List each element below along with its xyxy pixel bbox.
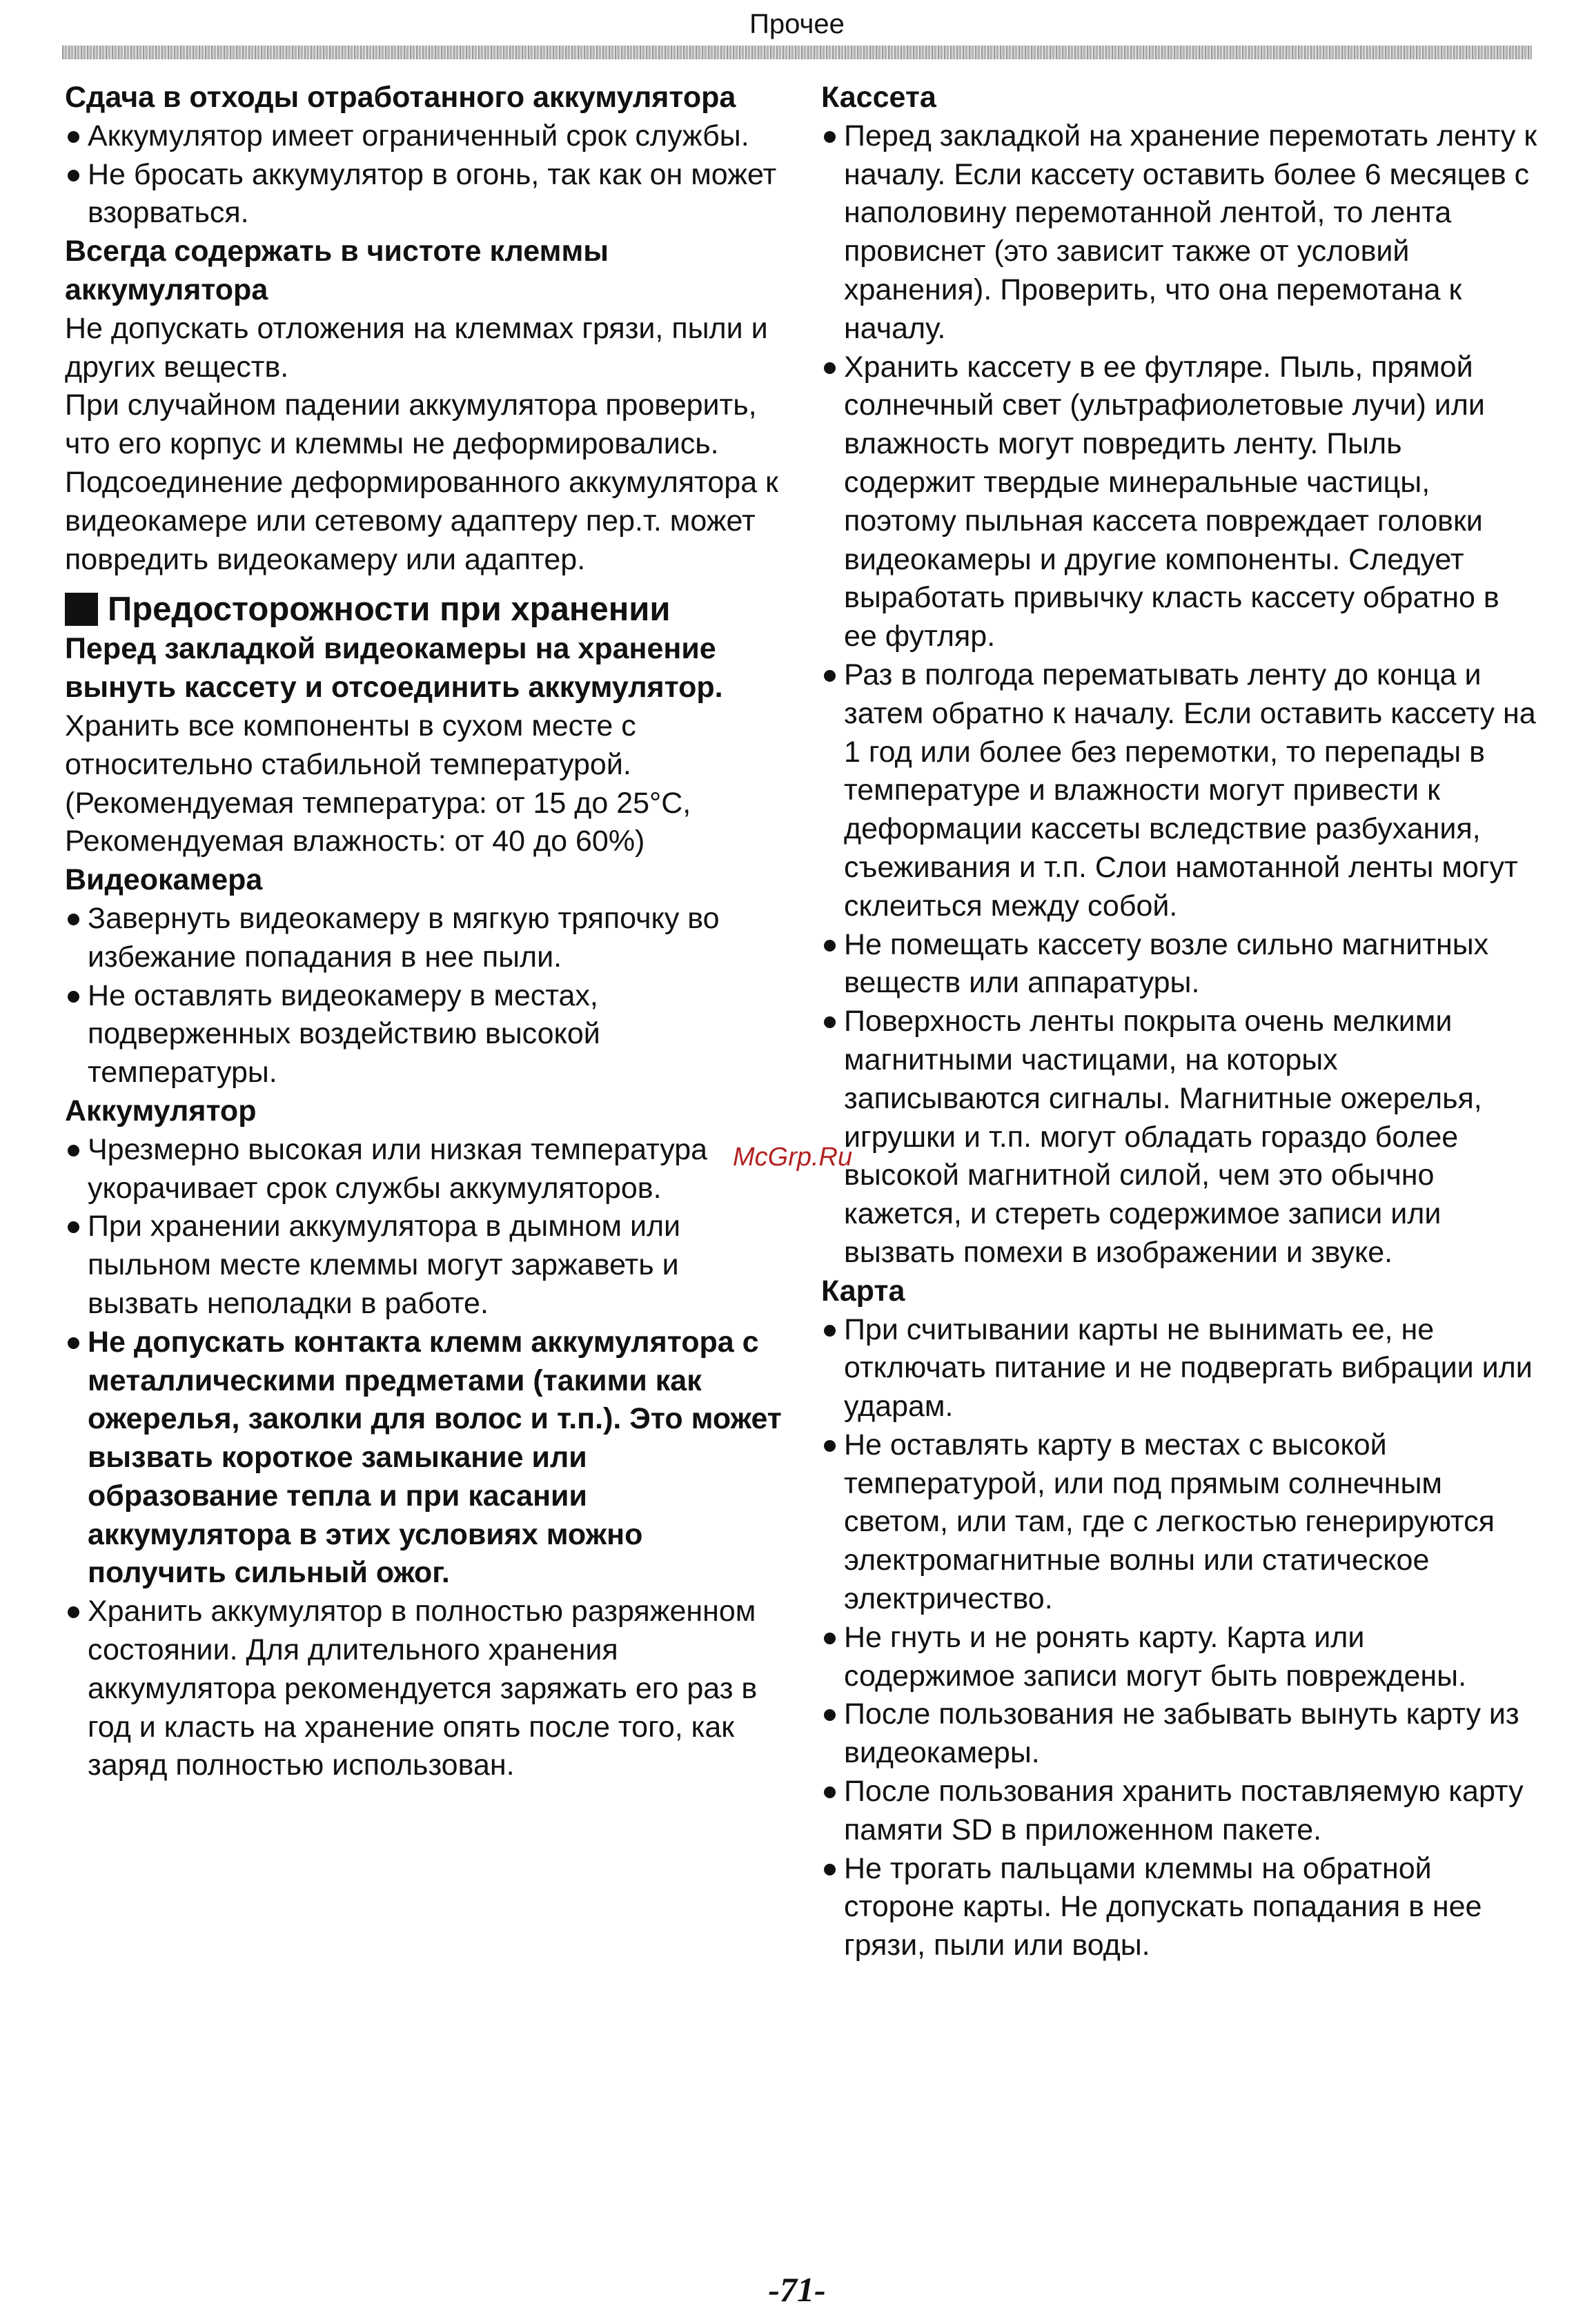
list-item: После пользования хранить поставляемую карту памяти SD в приложенном пакете.: [821, 1773, 1539, 1850]
left-column: [65, 79, 783, 1785]
paragraph: При случайном падении аккумулятора проверить, что его корпус и клеммы не деформировались.: [65, 388, 757, 461]
section-square-icon: [65, 593, 98, 626]
page-section-title: Прочее: [749, 9, 845, 39]
battery-heading: Аккумулятор: [65, 1094, 257, 1127]
paragraph: Не допускать отложения на клеммах грязи, пыли и других веществ.: [65, 311, 768, 384]
list-item: При считывании карты не вынимать ее, не отключать питание и не подвергать вибрации или ударам.: [821, 1311, 1539, 1426]
list-item: Поверхность ленты покрыта очень мелкими магнитными частицами, на которых записываются сигналы. Магнитные ожерелья, игрушки и т.п. могут обладать гораздо более высокой магнитной силой, чем это обычно кажется, и стереть содержимое записи или вызвать помехи в изображении и звуке.: [821, 1003, 1539, 1272]
list-item: Не помещать кассету возле сильно магнитных веществ или аппаратуры.: [821, 926, 1539, 1003]
list-item: Аккумулятор имеет ограниченный срок службы.: [65, 117, 783, 156]
header-divider-band: [62, 46, 1532, 59]
list-item: Перед закладкой на хранение перемотать ленту к началу. Если кассету оставить более 6 месяцев с наполовину перемотанной лентой, то лента провиснет (это зависит также от условий хранения). Проверить, что она перемотана к началу.: [821, 117, 1539, 348]
battery-warning-item: Не допускать контакта клемм аккумулятора с металлическими предметами (такими как ожерелья, заколки для волос и т.п.). Это может вызвать короткое замыкание или образование тепла и при касании аккумулятора в этих условиях можно получить сильный ожог.: [65, 1323, 783, 1593]
list-item: Завернуть видеокамеру в мягкую тряпочку во избежание попадания в нее пыли.: [65, 900, 783, 977]
page-number: -71-: [768, 2270, 826, 2309]
list-item: Чрезмерно высокая или низкая температура укорачивает срок службы аккумуляторов.: [65, 1131, 783, 1208]
list-item: Не гнуть и не ронять карту. Карта или содержимое записи могут быть повреждены.: [821, 1619, 1539, 1696]
storage-section-heading: [65, 589, 783, 630]
paragraph: Подсоединение деформированного аккумулятора к видеокамере или сетевому адаптеру пер.т. может повредить видеокамеру или адаптер.: [65, 465, 778, 576]
clean-terminals-heading: Всегда содержать в чистоте клеммы аккумулятора: [65, 235, 609, 306]
list-item: После пользования не забывать вынуть карту из видеокамеры.: [821, 1695, 1539, 1773]
right-column: [821, 79, 1539, 1965]
storage-section-title: Предосторожности при хранении: [108, 591, 671, 629]
camera-heading: Видеокамера: [65, 863, 263, 897]
paragraph: Хранить все компоненты в сухом месте с относительно стабильной температурой.: [65, 709, 636, 781]
list-item: Не трогать пальцами клеммы на обратной стороне карты. Не допускать попадания в нее грязи, пыли или воды.: [821, 1850, 1539, 1965]
list-item: При хранении аккумулятора в дымном или пыльном месте клеммы могут заржаветь и вызвать неполадки в работе.: [65, 1208, 783, 1323]
paragraph: (Рекомендуемая температура: от 15 до 25°C,: [65, 786, 691, 820]
list-item: Не оставлять карту в местах с высокой температурой, или под прямым солнечным светом, или там, где с легкостью генерируются электромагнитные волны или статическое электричество.: [821, 1426, 1539, 1619]
paragraph: Рекомендуемая влажность: от 40 до 60%): [65, 825, 645, 858]
cassette-heading: Кассета: [821, 81, 936, 114]
list-item: Не оставлять видеокамеру в местах, подверженных воздействию высокой температуры.: [65, 977, 783, 1092]
card-heading: Карта: [821, 1274, 905, 1308]
watermark-text: McGrp.Ru: [733, 1143, 853, 1172]
list-item: Раз в полгода перематывать ленту до конца и затем обратно к началу. Если оставить кассету на 1 год или более без перемотки, то перепады в температуре и влажности могут привести к деформации кассеты вследствие разбухания, съеживания и т.п. Слои намотанной ленты могут склеиться между собой.: [821, 656, 1539, 926]
list-item: Не бросать аккумулятор в огонь, так как он может взорваться.: [65, 156, 783, 233]
disposal-heading: Сдача в отходы отработанного аккумулятора: [65, 81, 736, 114]
storage-subheading: Перед закладкой видеокамеры на хранение вынуть кассету и отсоединить аккумулятор.: [65, 632, 723, 705]
list-item: Хранить аккумулятор в полностью разряженном состоянии. Для длительного хранения аккумулятора рекомендуется заряжать его раз в год и класть на хранение опять после того, как заряд полностью использован.: [65, 1593, 783, 1785]
list-item: Хранить кассету в ее футляре. Пыль, прямой солнечный свет (ультрафиолетовые лучи) или влажность могут повредить ленту. Пыль содержит твердые минеральные частицы, поэтому пыльная кассета повреждает головки видеокамеры и другие компоненты. Следует выработать привычку класть кассету обратно в ее футляр.: [821, 348, 1539, 656]
